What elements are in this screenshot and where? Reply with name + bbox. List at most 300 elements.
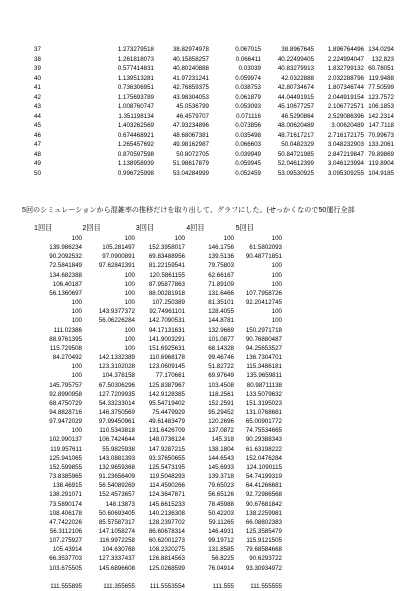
congestion-value-cell: 119.5048293 <box>149 473 185 481</box>
congestion-value-cell: 107.250389 <box>152 299 185 307</box>
congestion-value-cell: 100 <box>124 344 135 352</box>
table-row <box>34 390 282 399</box>
value-cell: 119.9488 <box>368 74 394 82</box>
table-row <box>34 445 282 454</box>
congestion-value-cell: 139.3718 <box>208 473 234 481</box>
value-cell: 40.83279913 <box>277 65 314 72</box>
congestion-value-cell: 123.3102028 <box>98 363 135 371</box>
congestion-value-cell: 67.50306296 <box>98 381 135 389</box>
congestion-value-cell: 105.43914 <box>52 546 82 554</box>
congestion-value-cell: 110.6968178 <box>149 354 185 362</box>
value-cell: 2.044919154 <box>327 93 364 101</box>
value-cell: 0.03039 <box>238 65 261 72</box>
congestion-value-cell: 90.48771851 <box>245 253 282 261</box>
congestion-value-cell: 73.5890174 <box>49 500 82 508</box>
congestion-value-cell: 100 <box>71 299 82 307</box>
congestion-value-cell: 138.1804 <box>208 445 234 453</box>
value-cell: 0.061879 <box>235 93 261 101</box>
congestion-value-cell: 81.35101 <box>208 299 234 307</box>
congestion-value-cell: 55.9825938 <box>102 445 135 453</box>
congestion-value-cell: 94.8828716 <box>49 408 82 416</box>
congestion-value-cell: 125.941065 <box>49 454 82 462</box>
congestion-value-cell: 111.02386 <box>53 326 82 334</box>
table-row <box>34 93 394 103</box>
congestion-value-cell: 148.0736124 <box>148 436 185 444</box>
table-row <box>34 55 394 65</box>
table-row <box>34 271 282 280</box>
congestion-value-cell: 134.682388 <box>49 271 82 279</box>
value-cell: 1.273279518 <box>117 46 154 53</box>
congestion-value-cell: 111.555555 <box>250 582 282 590</box>
congestion-value-cell: 145.6896608 <box>98 564 135 572</box>
congestion-value-cell: 56.06226284 <box>98 317 135 325</box>
row-index-cell: 41 <box>34 84 41 91</box>
table-row <box>34 564 282 573</box>
row-index-cell: 48 <box>34 150 41 158</box>
table-row <box>34 316 282 325</box>
table-row <box>34 426 282 435</box>
congestion-value-cell: 120.5861155 <box>149 271 185 279</box>
congestion-value-cell: 115.729508 <box>49 344 82 352</box>
value-cell: 0.674468921 <box>117 131 154 139</box>
table-row <box>34 454 282 463</box>
congestion-value-cell: 94.17131631 <box>148 326 185 334</box>
value-cell: 133.2061 <box>368 141 394 148</box>
congestion-value-cell: 79.65023 <box>208 482 234 490</box>
table-row <box>34 463 282 472</box>
congestion-value-cell: 100 <box>124 326 135 334</box>
value-cell: 104.9185 <box>368 169 394 177</box>
value-cell: 0.577414831 <box>117 65 154 72</box>
table-row <box>34 335 282 344</box>
table-row <box>34 408 282 417</box>
congestion-value-cell: 132.9669 <box>208 326 234 334</box>
table-row <box>34 150 394 160</box>
congestion-value-cell: 80.98711138 <box>246 381 282 389</box>
value-cell: 0.038753 <box>235 84 261 91</box>
congestion-value-cell: 105.281497 <box>102 244 135 252</box>
congestion-value-cell: 111.5553554 <box>149 582 185 590</box>
congestion-value-cell: 94.25653527 <box>245 344 282 352</box>
value-cell: 142.2314 <box>368 112 394 120</box>
congestion-value-cell: 128.2397702 <box>148 518 185 526</box>
congestion-value-cell: 100 <box>271 280 282 288</box>
value-cell: 0.073856 <box>235 122 261 129</box>
congestion-value-cell: 92.74961101 <box>149 308 185 316</box>
congestion-value-cell: 127.7209935 <box>98 390 135 398</box>
value-cell: 45.0536799 <box>176 103 209 110</box>
value-cell: 38.8967645 <box>281 46 314 53</box>
congestion-value-cell: 78.45988 <box>208 500 234 508</box>
congestion-value-cell: 145.318 <box>211 436 234 444</box>
congestion-value-cell: 76.04914 <box>208 564 234 572</box>
congestion-value-cell: 100 <box>271 235 282 242</box>
table-row <box>34 353 282 362</box>
congestion-value-cell: 75.4479929 <box>152 408 185 416</box>
congestion-value-cell: 68.14328 <box>208 344 234 352</box>
table-row <box>34 472 282 481</box>
congestion-table-header <box>34 222 284 234</box>
congestion-value-cell: 100 <box>124 280 135 288</box>
congestion-value-cell: 54.33233014 <box>98 399 135 407</box>
value-cell: 147.7118 <box>368 122 394 129</box>
congestion-value-cell: 142.1332389 <box>98 354 135 362</box>
value-cell: 1.265457692 <box>117 141 154 148</box>
value-cell: 43.98304053 <box>172 93 209 101</box>
congestion-value-cell: 115.9121505 <box>246 537 282 545</box>
congestion-value-cell: 143.0881393 <box>98 454 135 462</box>
value-cell: 132.823 <box>371 55 394 63</box>
congestion-value-cell: 81.22159541 <box>148 262 185 270</box>
table-row <box>34 527 282 536</box>
value-cell: 3.048232903 <box>327 141 364 148</box>
congestion-value-cell: 107.7958726 <box>245 289 282 297</box>
congestion-value-cell: 103.4508 <box>208 381 234 389</box>
congestion-value-cell: 125.5473195 <box>148 463 185 471</box>
congestion-value-cell: 116.9972258 <box>99 537 135 545</box>
header-row <box>34 222 284 234</box>
table-row <box>34 326 282 335</box>
table-row <box>34 481 282 490</box>
congestion-value-cell: 146.3750569 <box>98 408 135 416</box>
congestion-value-cell: 103.675505 <box>49 564 82 572</box>
congestion-value-cell: 95.29452 <box>208 408 234 416</box>
row-index-cell: 39 <box>34 65 41 72</box>
congestion-value-cell: 88.00281918 <box>148 289 185 297</box>
congestion-value-cell: 66.3537703 <box>49 555 82 563</box>
congestion-value-cell: 108.2320275 <box>148 546 185 554</box>
table-row <box>34 140 394 150</box>
row-index-cell: 43 <box>34 103 41 110</box>
congestion-value-cell: 138.2259981 <box>245 509 282 517</box>
congestion-value-cell: 104.378158 <box>102 372 135 380</box>
row-index-cell: 49 <box>34 160 41 167</box>
congestion-value-cell: 119.957611 <box>50 445 82 453</box>
congestion-value-cell: 51.82722 <box>208 363 234 371</box>
row-index-cell: 45 <box>34 122 41 129</box>
congestion-value-cell: 97.0900891 <box>102 253 135 261</box>
congestion-value-cell: 106.40187 <box>52 280 82 288</box>
congestion-value-cell: 147.1058274 <box>98 528 135 535</box>
congestion-value-cell: 133.5079632 <box>245 390 282 398</box>
congestion-value-cell: 124.1090115 <box>246 463 282 471</box>
value-cell: 46.5290864 <box>281 112 314 120</box>
header-run-3: 3回目 <box>135 223 155 232</box>
congestion-value-cell: 125.0268599 <box>148 564 185 572</box>
congestion-value-cell: 85.57587317 <box>98 518 135 526</box>
congestion-value-cell: 99.46746 <box>208 354 234 362</box>
table-row <box>34 45 394 55</box>
table-row <box>34 536 282 545</box>
congestion-value-cell: 47.7422026 <box>49 518 82 526</box>
value-cell: 38.82974978 <box>172 46 209 53</box>
value-cell: 123.7572 <box>368 93 394 101</box>
value-cell: 48.00620489 <box>277 122 314 129</box>
table-row <box>34 261 282 270</box>
congestion-value-cell: 106.7424644 <box>98 436 135 444</box>
congestion-value-cell: 147.9287215 <box>148 445 185 453</box>
value-cell: 0.066603 <box>235 141 261 148</box>
value-cell: 42.76859375 <box>172 84 209 91</box>
value-cell: 0.870597598 <box>117 150 154 158</box>
congestion-value-cell: 77.170661 <box>155 372 185 380</box>
congestion-value-cell: 100 <box>271 317 282 325</box>
graph-caption: 5回のシミュレーションから混雑率の推移だけを取り出して、グラフにした。(せっかくなので50運行全部 <box>22 206 355 214</box>
congestion-value-cell: 114.4590266 <box>149 482 185 490</box>
value-cell: 48.71617217 <box>277 131 314 139</box>
congestion-value-cell: 146.4931 <box>208 528 234 535</box>
header-run-5: 5回目 <box>235 223 254 232</box>
value-cell: 60.78051 <box>368 65 394 72</box>
congestion-value-cell: 100 <box>124 289 135 297</box>
value-cell: 53.04284999 <box>172 169 209 177</box>
table-row <box>34 344 282 353</box>
congestion-value-cell: 131.6426709 <box>148 427 185 435</box>
congestion-value-cell: 71.89109 <box>208 280 234 288</box>
value-cell: 0.059945 <box>235 160 261 167</box>
congestion-value-cell: 142.7090531 <box>148 317 185 325</box>
congestion-value-cell: 100 <box>124 235 135 242</box>
table-row <box>34 362 282 371</box>
table-row <box>34 83 394 93</box>
congestion-value-cell: 111.555895 <box>50 582 82 590</box>
value-cell: 2.716172175 <box>327 131 364 139</box>
congestion-value-cell: 145.6933 <box>208 463 234 471</box>
value-cell: 1.807346744 <box>327 84 364 91</box>
congestion-value-cell: 74.75534665 <box>245 427 282 435</box>
congestion-value-cell: 102.990137 <box>49 436 82 444</box>
congestion-value-cell: 90.29388343 <box>245 436 282 444</box>
value-cell: 0.059974 <box>235 74 261 82</box>
congestion-value-cell: 131.6466 <box>208 289 234 297</box>
congestion-value-cell: 136.7304701 <box>245 354 282 362</box>
value-cell: 2.224994047 <box>327 55 364 63</box>
congestion-value-cell: 145.6615233 <box>148 500 185 508</box>
congestion-value-cell: 100 <box>124 335 135 343</box>
row-index-cell: 38 <box>34 55 41 63</box>
simulation-results-body <box>34 45 394 178</box>
congestion-rate-table <box>34 234 282 591</box>
table-row <box>34 417 282 426</box>
table-row <box>34 121 394 131</box>
congestion-value-cell: 90.76880487 <box>245 335 282 343</box>
congestion-value-cell: 125.3585479 <box>245 528 282 535</box>
congestion-value-cell: 65.00901772 <box>245 418 282 426</box>
value-cell: 3.00620489 <box>331 122 364 129</box>
congestion-value-cell: 104.630768 <box>102 546 135 554</box>
congestion-value-cell: 150.2971718 <box>245 326 282 334</box>
value-cell: 42.0322888 <box>281 74 314 82</box>
congestion-value-cell: 92.20412745 <box>245 299 282 307</box>
congestion-value-cell: 138.46915 <box>52 482 82 490</box>
value-cell: 40.80240888 <box>172 65 209 72</box>
value-cell: 41.97231241 <box>172 74 209 82</box>
value-cell: 2.847219847 <box>327 150 364 158</box>
congestion-value-cell: 100 <box>174 235 185 242</box>
congestion-value-cell: 151.3195023 <box>245 399 282 407</box>
congestion-value-cell: 144.8781 <box>208 317 234 325</box>
value-cell: 50.84721985 <box>277 150 314 158</box>
congestion-value-cell: 56.3112106 <box>49 528 82 535</box>
congestion-value-cell: 62.66167 <box>208 271 234 279</box>
congestion-value-cell: 50.60693405 <box>98 509 135 517</box>
value-cell: 77.50599 <box>368 84 394 91</box>
table-row <box>34 554 282 563</box>
row-index-cell: 42 <box>34 93 41 101</box>
congestion-value-cell: 100 <box>71 363 82 371</box>
value-cell: 119.8904 <box>368 160 394 167</box>
value-cell: 1.403262569 <box>117 122 154 129</box>
congestion-value-cell: 139.986234 <box>49 244 82 252</box>
congestion-value-cell: 79.75803 <box>208 262 234 270</box>
table-row <box>34 74 394 84</box>
congestion-value-cell: 79.68584668 <box>245 546 282 554</box>
congestion-value-cell: 152.4573657 <box>98 491 135 499</box>
value-cell: 48.68067381 <box>172 131 209 139</box>
congestion-value-cell: 56.54089269 <box>98 482 135 490</box>
table-row <box>34 307 282 316</box>
congestion-value-cell: 120.2696 <box>208 418 234 426</box>
header-run-1: 1回目 <box>34 223 53 232</box>
value-cell: 1.896764496 <box>327 46 364 53</box>
table-row <box>34 435 282 444</box>
value-cell: 0.052459 <box>235 169 261 177</box>
congestion-value-cell: 69.83488956 <box>148 253 185 261</box>
value-cell: 53.09530925 <box>277 169 314 177</box>
congestion-value-cell: 110.5343818 <box>99 427 135 435</box>
table-row <box>34 280 282 289</box>
table-row <box>34 252 282 261</box>
value-cell: 2.106772571 <box>327 103 364 110</box>
congestion-value-cell: 97.9472029 <box>49 418 82 426</box>
value-cell: 70.99673 <box>368 131 394 139</box>
value-cell: 40.22499405 <box>277 55 314 63</box>
value-cell: 50.8072705 <box>176 150 209 158</box>
congestion-value-cell: 100 <box>71 308 82 316</box>
congestion-value-cell: 123.0609145 <box>148 363 185 371</box>
table-row <box>34 381 282 390</box>
congestion-value-cell: 111.555 <box>212 582 234 590</box>
table-row <box>34 243 282 252</box>
table-row <box>34 518 282 527</box>
congestion-value-cell: 92.8990958 <box>49 390 82 398</box>
congestion-value-cell: 61.5802093 <box>249 244 282 252</box>
congestion-value-cell: 148.13873 <box>105 500 135 508</box>
congestion-value-cell: 68.4750729 <box>49 399 82 407</box>
table-row <box>34 112 394 122</box>
page-bottom-edge <box>0 574 410 580</box>
congestion-value-cell: 152.2591 <box>208 399 234 407</box>
value-cell: 0.053093 <box>235 103 261 110</box>
header-run-4: 4回目 <box>186 223 205 232</box>
congestion-value-cell: 152.0476284 <box>245 454 282 462</box>
congestion-value-cell: 135.9659811 <box>246 372 282 380</box>
table-row <box>34 102 394 112</box>
congestion-value-cell: 151.6925631 <box>148 344 185 352</box>
congestion-value-cell: 108.406178 <box>49 509 82 517</box>
congestion-value-cell: 132.9659368 <box>98 463 135 471</box>
value-cell: 2.529086396 <box>327 112 364 120</box>
congestion-value-cell: 54.74199319 <box>245 473 282 481</box>
congestion-rate-body <box>34 234 282 591</box>
congestion-value-cell: 139.5136 <box>208 253 234 261</box>
congestion-value-cell: 49.61483479 <box>148 418 185 426</box>
congestion-value-cell: 100 <box>271 308 282 316</box>
congestion-value-cell: 73.8385965 <box>49 473 82 481</box>
table-row <box>34 169 394 179</box>
congestion-value-cell: 140.2136308 <box>148 509 185 517</box>
congestion-value-cell: 90.2092532 <box>49 253 82 261</box>
table-row <box>34 509 282 518</box>
value-cell: 2.032288796 <box>327 74 364 82</box>
congestion-value-cell: 61.63198222 <box>245 445 282 453</box>
congestion-value-cell: 86.60678314 <box>148 528 185 535</box>
header-run-2: 2回目 <box>82 223 101 232</box>
value-cell: 0.996725998 <box>117 169 154 177</box>
value-cell: 134.0294 <box>368 46 394 53</box>
congestion-value-cell: 50.42203 <box>208 509 234 517</box>
congestion-value-cell: 131.8585 <box>208 546 234 554</box>
value-cell: 42.80734674 <box>277 84 314 91</box>
congestion-value-cell: 100 <box>271 271 282 279</box>
congestion-value-cell: 127.3337437 <box>98 555 135 563</box>
congestion-value-cell: 92.72986568 <box>245 491 282 499</box>
table-row <box>34 131 394 141</box>
value-cell: 0.035498 <box>235 131 261 139</box>
congestion-value-cell: 93.30934972 <box>245 564 282 572</box>
table-row <box>34 582 282 591</box>
congestion-value-cell: 100 <box>71 235 82 242</box>
congestion-value-cell: 100 <box>71 372 82 380</box>
congestion-value-cell: 64.41266681 <box>245 482 282 490</box>
congestion-value-cell: 143.9377372 <box>98 308 135 316</box>
value-cell: 0.067015 <box>235 46 261 53</box>
value-cell: 1.139513281 <box>117 74 154 82</box>
congestion-value-cell: 95.54719402 <box>148 399 185 407</box>
value-cell: 0.039949 <box>235 150 261 158</box>
congestion-value-cell: 131.0768681 <box>245 408 282 416</box>
value-cell: 79.89869 <box>368 150 394 158</box>
congestion-value-cell: 118.2561 <box>208 390 234 398</box>
value-cell: 1.008760747 <box>117 103 154 110</box>
congestion-value-cell: 72.5841849 <box>49 262 82 270</box>
row-index-cell: 50 <box>34 169 41 177</box>
value-cell: 1.175693789 <box>117 93 154 101</box>
congestion-value-cell: 141.9003291 <box>148 335 185 343</box>
table-row <box>34 545 282 554</box>
value-cell: 50.0482329 <box>281 141 314 148</box>
value-cell: 49.98162987 <box>172 141 209 148</box>
congestion-value-cell: 99.19712 <box>208 537 234 545</box>
value-cell: 40.15858257 <box>172 55 209 63</box>
value-cell: 0.066411 <box>235 55 261 63</box>
congestion-value-cell: 56.8225 <box>211 555 234 563</box>
table-row <box>34 500 282 509</box>
congestion-value-cell: 126.8814563 <box>148 555 185 563</box>
congestion-value-cell: 100 <box>271 262 282 270</box>
table-row <box>34 234 282 243</box>
row-index-cell: 44 <box>34 112 41 120</box>
table-row <box>34 490 282 499</box>
congestion-value-cell: 107.275927 <box>49 537 82 545</box>
value-cell: 45.10677257 <box>277 103 314 110</box>
congestion-value-cell: 87.95877863 <box>148 280 185 288</box>
value-cell: 51.98617879 <box>172 160 209 167</box>
congestion-value-cell: 138.291071 <box>49 491 82 499</box>
table-row <box>34 289 282 298</box>
congestion-value-cell: 146.1756 <box>208 244 234 252</box>
congestion-value-cell: 56.1360697 <box>49 289 82 297</box>
